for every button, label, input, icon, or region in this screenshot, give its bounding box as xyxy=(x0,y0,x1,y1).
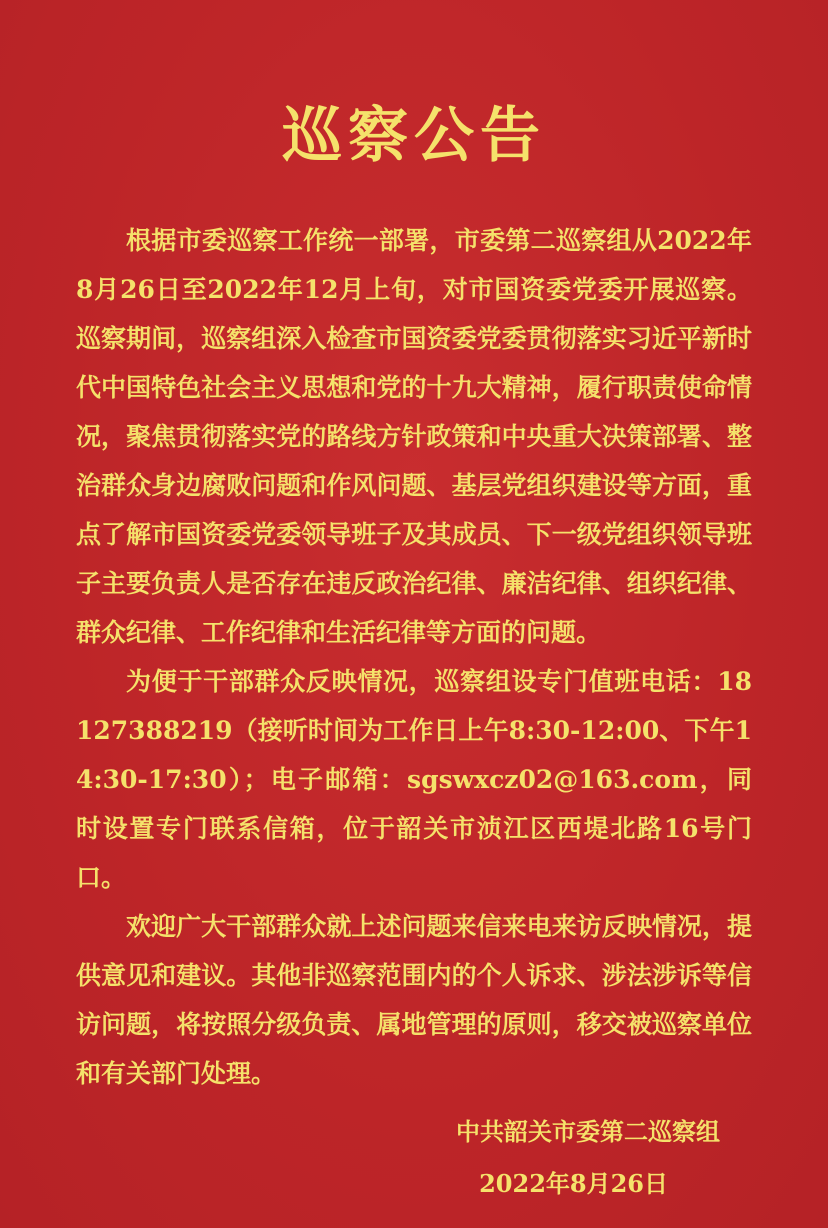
page-title: 巡察公告 xyxy=(282,101,546,171)
signature-organization: 中共韶关市委第二巡察组 xyxy=(456,1117,720,1146)
announcement-body xyxy=(76,216,752,1098)
paragraph-welcome-feedback: 欢迎广大干部群众就上述问题来信来电来访反映情况，提供意见和建议。其他非巡察范围内的个人诉求、涉法涉诉等信访问题，将按照分级负责、属地管理的原则，移交被巡察单位和有关部门处理。 xyxy=(76,912,752,1088)
signature-date: 2022年8月26日 xyxy=(479,1169,668,1198)
paragraph-inspection-scope: 根据市委巡察工作统一部署，市委第二巡察组从2022年8月26日至2022年12月上旬，对市国资委党委开展巡察。巡察期间，巡察组深入检查市国资委党委贯彻落实习近平新时代中国特色社会主义思想和党的十九大精神，履行职责使命情况，聚焦贯彻落实党的路线方针政策和中央重大决策部署、整治群众身边腐败问题和作风问题、基层党组织建设等方面，重点了解市国资委党委领导班子及其成员、下一级党组织领导班子主要负责人是否存在违反政治纪律、廉洁纪律、组织纪律、群众纪律、工作纪律和生活纪律等方面的问题。 xyxy=(76,226,752,647)
paragraph-contact-info: 为便于干部群众反映情况，巡察组设专门值班电话：18127388219（接听时间为工作日上午8:30-12:00、下午14:30-17:30）；电子邮箱：sgswxcz02@163.com，同时设置专门联系信箱，位于韶关市浈江区西堤北路16号门口。 xyxy=(76,667,752,892)
